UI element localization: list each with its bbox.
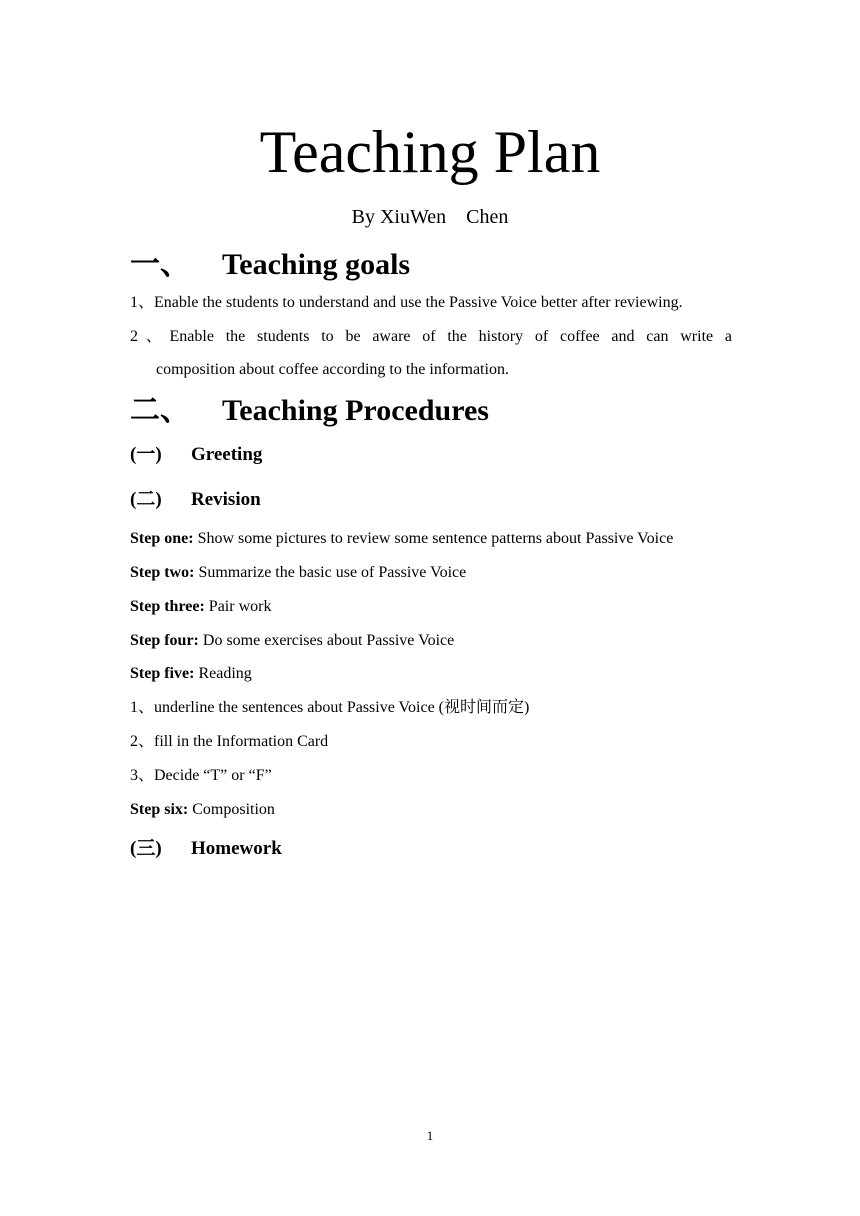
step-text: Show some pictures to review some sentence patterns about Passive Voice bbox=[193, 530, 674, 547]
subheading-greeting bbox=[130, 443, 262, 467]
section-title: Teaching Procedures bbox=[222, 394, 489, 427]
step-label: Step six: bbox=[130, 801, 189, 818]
goal-item-1: 1、Enable the students to understand and use the Passive Voice better after reviewing. bbox=[130, 294, 683, 311]
reading-item-2: 2、fill in the Information Card bbox=[130, 733, 329, 750]
step-label: Step one: bbox=[130, 530, 194, 547]
step-six bbox=[130, 799, 275, 821]
page-number: 1 bbox=[426, 1128, 434, 1143]
reading-item-3: 3、Decide “T” or “F” bbox=[130, 767, 272, 784]
page-title: Teaching Plan bbox=[259, 119, 601, 185]
step-two bbox=[130, 562, 466, 584]
subheading-title: Greeting bbox=[191, 444, 263, 465]
step-one bbox=[130, 528, 673, 550]
step-text: Reading bbox=[194, 665, 252, 682]
step-text: Pair work bbox=[204, 598, 272, 615]
section-heading-teaching-procedures bbox=[130, 393, 489, 429]
goal-item-2-continued: composition about coffee according to the information. bbox=[156, 361, 509, 378]
step-label: Step four: bbox=[130, 632, 199, 649]
step-text: Summarize the basic use of Passive Voice bbox=[194, 564, 467, 581]
goal-item-2: 2、Enable the students to be aware of the history of coffee and can write a bbox=[130, 328, 732, 345]
subheading-homework bbox=[130, 837, 282, 861]
reading-item-1: 1、underline the sentences about Passive Voice (视时间而定) bbox=[130, 699, 530, 716]
step-five bbox=[130, 663, 252, 685]
section-number: 一、 bbox=[130, 248, 190, 281]
subheading-revision bbox=[130, 488, 261, 512]
section-heading-teaching-goals bbox=[130, 247, 410, 283]
step-label: Step five: bbox=[130, 665, 195, 682]
section-number: 二、 bbox=[130, 394, 190, 427]
author-line: By XiuWen Chen bbox=[351, 206, 509, 228]
step-three bbox=[130, 596, 271, 618]
step-label: Step two: bbox=[130, 564, 195, 581]
section-title: Teaching goals bbox=[222, 248, 411, 281]
subheading-title: Revision bbox=[191, 489, 261, 510]
step-four bbox=[130, 630, 454, 652]
step-label: Step three: bbox=[130, 598, 205, 615]
step-text: Do some exercises about Passive Voice bbox=[198, 632, 455, 649]
subheading-number: (三) bbox=[130, 838, 162, 859]
subheading-title: Homework bbox=[191, 838, 282, 859]
subheading-number: (一) bbox=[130, 444, 162, 465]
subheading-number: (二) bbox=[130, 489, 162, 510]
step-text: Composition bbox=[188, 801, 275, 818]
